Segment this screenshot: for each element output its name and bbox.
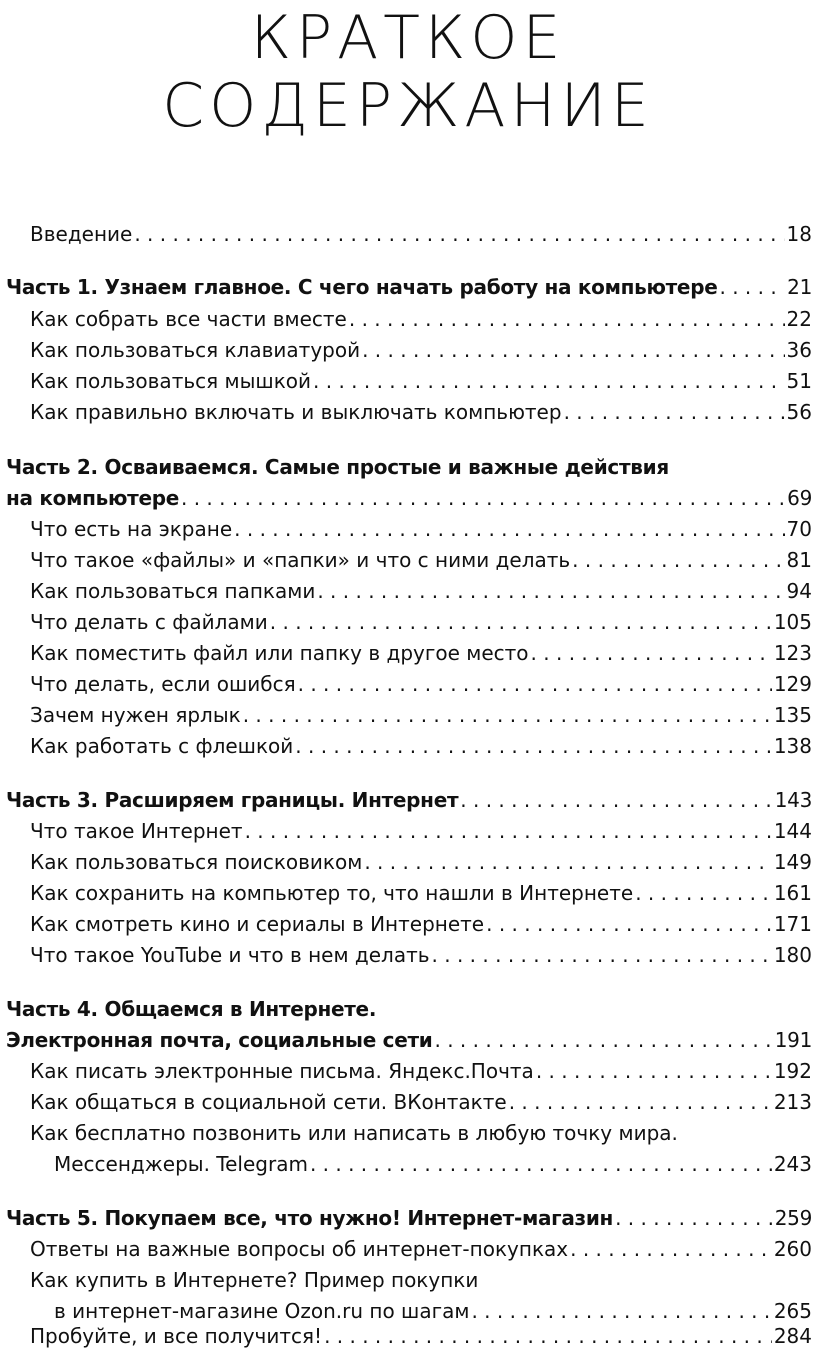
toc-part-2-label-line-1[interactable]: Часть 2. Осваиваемся. Самые простые и важные действия <box>6 455 669 479</box>
toc-entry[interactable] <box>0 909 812 940</box>
toc-part-label: Часть 3. Расширяем границы. Интернет <box>6 788 459 812</box>
toc-page-number: 36 <box>786 338 812 362</box>
toc-entry[interactable] <box>0 816 812 847</box>
toc-page-number: 22 <box>786 307 812 331</box>
toc-page-number: 171 <box>773 912 812 936</box>
toc-page-number: 161 <box>773 881 812 905</box>
toc-part-5[interactable] <box>0 1203 812 1234</box>
toc-entry[interactable] <box>0 847 812 878</box>
leader-dots <box>234 514 784 545</box>
leader-dots <box>460 785 772 816</box>
toc-entry-label: Что такое YouTube и что в нем делать <box>30 943 430 967</box>
toc-entry-label: Как писать электронные письма. Яндекс.Почта <box>30 1059 534 1083</box>
toc-part-label: на компьютере <box>6 486 179 510</box>
toc-page-number: 149 <box>773 850 812 874</box>
toc-entry-label: Что такое Интернет <box>30 819 243 843</box>
toc-part-label: Часть 1. Узнаем главное. С чего начать работу на компьютере <box>6 275 718 299</box>
toc-part-1[interactable] <box>0 272 812 303</box>
leader-dots <box>564 397 785 428</box>
toc-page-number: 259 <box>774 1206 812 1230</box>
toc-page-number: 138 <box>773 734 812 758</box>
toc-part-label: Часть 5. Покупаем все, что нужно! Интернет-магазин <box>6 1206 614 1230</box>
leader-dots <box>313 366 785 397</box>
toc-page-number: 21 <box>787 275 812 299</box>
toc-entry-intro[interactable] <box>0 219 812 250</box>
toc-entry[interactable] <box>0 576 812 607</box>
toc-page-number: 260 <box>773 1237 812 1261</box>
toc-entry[interactable] <box>0 1321 812 1352</box>
toc-page-number: 284 <box>773 1324 812 1348</box>
leader-dots <box>245 816 772 847</box>
leader-dots <box>270 607 772 638</box>
leader-dots <box>432 940 772 971</box>
leader-dots <box>509 1087 772 1118</box>
toc-entry[interactable] <box>0 1087 812 1118</box>
leader-dots <box>295 731 772 762</box>
toc-page-number: 192 <box>773 1059 812 1083</box>
toc-entry-label: Как пользоваться клавиатурой <box>30 338 361 362</box>
toc-part-4[interactable] <box>0 1025 812 1056</box>
toc-entry-label: Что делать, если ошибся <box>30 672 296 696</box>
leader-dots <box>635 878 772 909</box>
toc-page-number: 180 <box>773 943 812 967</box>
toc-entry-label-line-1[interactable]: Как бесплатно позвонить или написать в любую точку мира. <box>30 1121 678 1145</box>
toc-page-number: 243 <box>773 1152 812 1176</box>
leader-dots <box>719 272 785 303</box>
leader-dots <box>615 1203 773 1234</box>
toc-page-number: 70 <box>786 517 812 541</box>
toc-entry[interactable] <box>0 335 812 366</box>
toc-part-3[interactable] <box>0 785 812 816</box>
leader-dots <box>570 1234 772 1265</box>
leader-dots <box>298 669 772 700</box>
toc-entry-label-line-1[interactable]: Как купить в Интернете? Пример покупки <box>30 1268 479 1292</box>
toc-page-number: 18 <box>786 222 812 246</box>
toc-entry[interactable] <box>0 366 812 397</box>
toc-entry[interactable] <box>0 304 812 335</box>
toc-entry[interactable] <box>0 1234 812 1265</box>
toc-entry-label: Как правильно включать и выключать компьютер <box>30 400 562 424</box>
toc-entry-label: Ответы на важные вопросы об интернет-покупках <box>30 1237 569 1261</box>
toc-entry-label: Мессенджеры. Telegram <box>54 1152 308 1176</box>
leader-dots <box>349 304 785 335</box>
toc-entry[interactable] <box>0 514 812 545</box>
toc-page-number: 69 <box>787 486 812 510</box>
toc-entry-label: Что есть на экране <box>30 517 233 541</box>
toc-entry-label: Что делать с файлами <box>30 610 268 634</box>
toc-part-2[interactable] <box>0 483 812 514</box>
toc-entry-label: Что такое «файлы» и «папки» и что с ними делать <box>30 548 571 572</box>
leader-dots <box>434 1025 772 1056</box>
leader-dots <box>181 483 785 514</box>
toc-entry-label: Как общаться в социальной сети. ВКонтакте <box>30 1090 507 1114</box>
toc-entry-label: Введение <box>30 222 133 246</box>
toc-entry-label: Зачем нужен ярлык <box>30 703 241 727</box>
leader-dots <box>572 545 784 576</box>
toc-entry-label: Как пользоваться поисковиком <box>30 850 363 874</box>
toc-entry-label: Как пользоваться папками <box>30 579 316 603</box>
toc-entry[interactable] <box>0 545 812 576</box>
leader-dots <box>486 909 772 940</box>
toc-page-number: 191 <box>774 1028 812 1052</box>
toc-page-number: 123 <box>773 641 812 665</box>
toc-part-4-label-line-1[interactable]: Часть 4. Общаемся в Интернете. <box>6 997 377 1021</box>
toc-part-label: Электронная почта, социальные сети <box>6 1028 433 1052</box>
toc-page-number: 56 <box>786 400 812 424</box>
toc-entry[interactable] <box>0 638 812 669</box>
leader-dots <box>324 1321 772 1352</box>
toc-entry-label: Как пользоваться мышкой <box>30 369 312 393</box>
page-title-line-1: КРАТКОЕ <box>250 3 566 73</box>
leader-dots <box>536 1056 772 1087</box>
toc-page-number: 143 <box>774 788 812 812</box>
toc-page-number: 213 <box>773 1090 812 1114</box>
toc-entry[interactable] <box>0 1056 812 1087</box>
toc-entry-label: Как поместить файл или папку в другое место <box>30 641 529 665</box>
leader-dots <box>310 1149 772 1180</box>
toc-page-number: 265 <box>773 1299 812 1323</box>
leader-dots <box>362 335 784 366</box>
leader-dots <box>317 576 784 607</box>
leader-dots <box>243 700 772 731</box>
leader-dots <box>134 219 784 250</box>
toc-entry-label: в интернет-магазине Ozon.ru по шагам <box>54 1299 470 1323</box>
leader-dots <box>364 847 771 878</box>
toc-page-number: 81 <box>786 548 812 572</box>
toc-page-number: 51 <box>786 369 812 393</box>
toc-entry[interactable] <box>0 1149 812 1180</box>
toc-entry-label: Как смотреть кино и сериалы в Интернете <box>30 912 485 936</box>
toc-entry[interactable] <box>0 700 812 731</box>
toc-entry[interactable] <box>0 731 812 762</box>
toc-page-number: 94 <box>786 579 812 603</box>
toc-entry[interactable] <box>0 607 812 638</box>
toc-entry[interactable] <box>0 669 812 700</box>
toc-entry-label: Пробуйте, и все получится! <box>30 1324 323 1348</box>
toc-entry-label: Как работать с флешкой <box>30 734 294 758</box>
toc-entry-label: Как сохранить на компьютер то, что нашли в Интернете <box>30 881 634 905</box>
toc-page-number: 129 <box>773 672 812 696</box>
toc-page-number: 105 <box>773 610 812 634</box>
page-title-line-2: СОДЕРЖАНИЕ <box>162 71 654 141</box>
toc-entry[interactable] <box>0 397 812 428</box>
toc-page-number: 144 <box>773 819 812 843</box>
toc-entry[interactable] <box>0 940 812 971</box>
toc-entry-label: Как собрать все части вместе <box>30 307 347 331</box>
toc-page-number: 135 <box>773 703 812 727</box>
leader-dots <box>531 638 772 669</box>
toc-entry[interactable] <box>0 878 812 909</box>
